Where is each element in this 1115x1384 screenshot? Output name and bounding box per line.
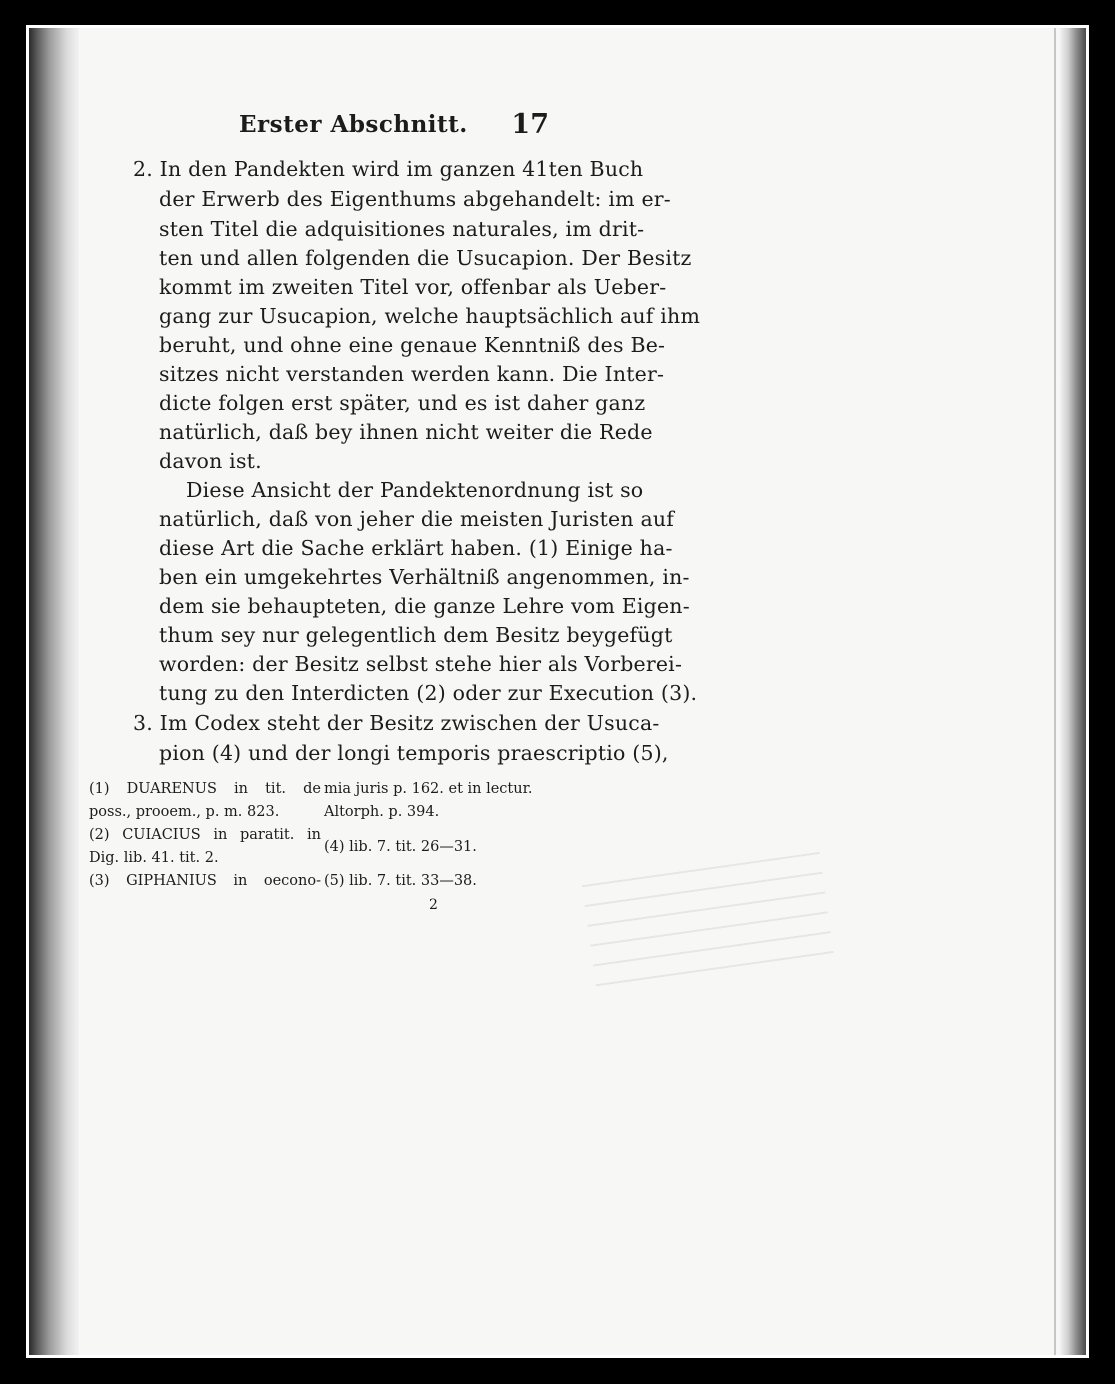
body-line: pion (4) und der longi temporis praescriptio (5),	[159, 741, 669, 765]
page-number: 17	[511, 109, 549, 140]
body-line: kommt im zweiten Titel vor, offenbar als Ueber-	[159, 275, 667, 299]
body-line: Diese Ansicht der Pandektenordnung ist so	[186, 478, 644, 502]
body-line: 2. In den Pandekten wird im ganzen 41ten Buch	[133, 157, 644, 181]
body-line: natürlich, daß bey ihnen nicht weiter die Rede	[159, 420, 653, 444]
body-line: sitzes nicht verstanden werden kann. Die Inter-	[159, 362, 665, 386]
body-line: dicte folgen erst später, und es ist daher ganz	[159, 391, 646, 415]
body-line: worden: der Besitz selbst stehe hier als Vorberei-	[159, 652, 683, 676]
body-line: tung zu den Interdicten (2) oder zur Execution (3).	[159, 681, 698, 705]
body-line: davon ist.	[159, 449, 262, 473]
body-line: 3. Im Codex steht der Besitz zwischen der Usuca-	[133, 711, 660, 735]
scanned-page	[26, 25, 1089, 1358]
body-line: beruht, und ohne eine genaue Kenntniß des Be-	[159, 333, 666, 357]
footnote-line: Dig. lib. 41. tit. 2.	[89, 850, 219, 866]
body-line: sten Titel die adquisitiones naturales, im drit-	[159, 217, 645, 241]
footnote-line: (3) GIPHANIUS in oecono-	[89, 873, 321, 889]
body-line: ben ein umgekehrtes Verhältniß angenommen, in-	[159, 565, 690, 589]
page-header	[239, 111, 549, 145]
running-head: Erster Abschnitt.	[239, 111, 468, 138]
footnote-line: (4) lib. 7. tit. 26—31.	[324, 839, 477, 855]
body-line: gang zur Usucapion, welche hauptsächlich auf ihm	[159, 304, 701, 328]
body-line: diese Art die Sache erklärt haben. (1) Einige ha-	[159, 536, 673, 560]
footnote-line: (5) lib. 7. tit. 33—38.	[324, 873, 477, 889]
footnote-line: (2) CUIACIUS in paratit. in	[89, 827, 321, 843]
footnote-line: (1) DUARENUS in tit. de	[89, 781, 321, 797]
body-line: der Erwerb des Eigenthums abgehandelt: im er-	[159, 187, 671, 211]
body-line: thum sey nur gelegentlich dem Besitz beygefügt	[159, 623, 673, 647]
body-line: natürlich, daß von jeher die meisten Juristen auf	[159, 507, 675, 531]
footnote-line: Altorph. p. 394.	[324, 804, 440, 820]
page-content	[29, 28, 1086, 1355]
body-line: ten und allen folgenden die Usucapion. Der Besitz	[159, 246, 692, 270]
signature-mark: 2	[429, 897, 438, 913]
body-line: dem sie behaupteten, die ganze Lehre vom Eigen-	[159, 594, 690, 618]
footnote-line: poss., prooem., p. m. 823.	[89, 804, 280, 820]
footnote-line: mia juris p. 162. et in lectur.	[324, 781, 533, 797]
